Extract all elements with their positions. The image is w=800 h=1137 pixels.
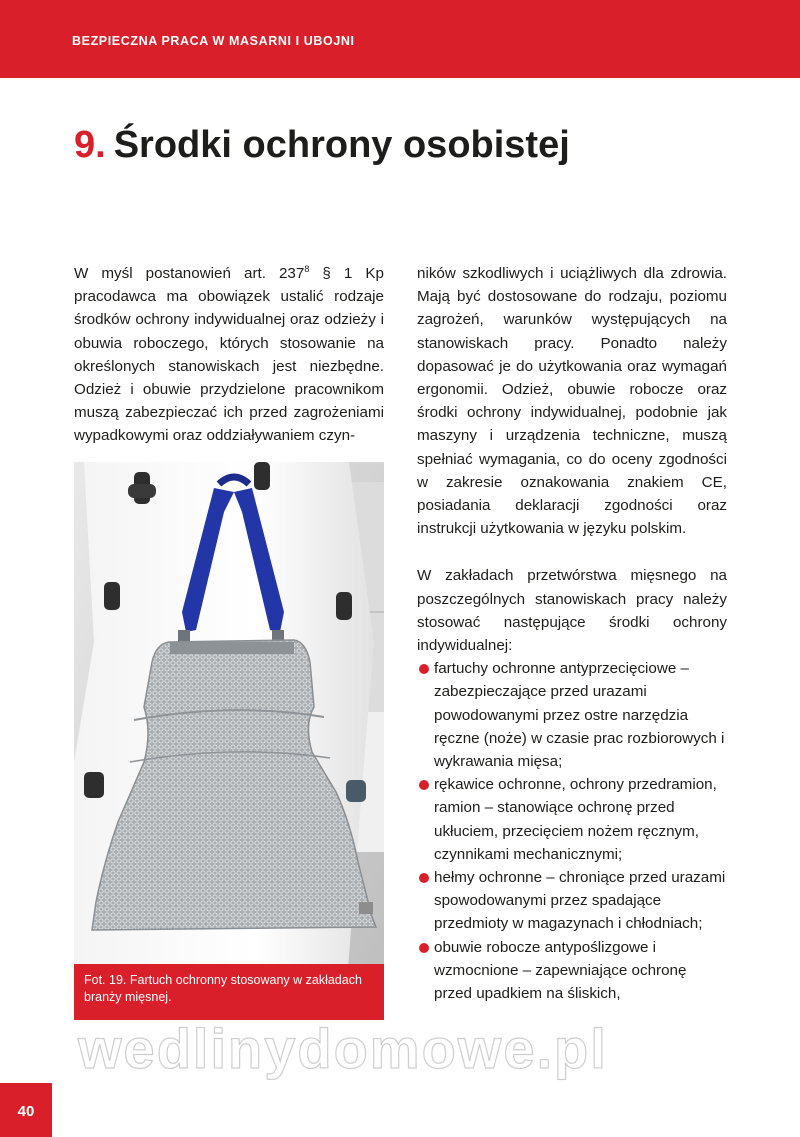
left-column: [74, 262, 384, 448]
figure-caption: Fot. 19. Fartuch ochronny stosowany w zakładach branży mięsnej.: [74, 964, 384, 1020]
list-item: rękawice ochronne, ochrony przedramion, ramion – stanowiące ochronę przed ukłuciem, przecięciem nożem ręcznym, czynnikami mechanicznymi;: [417, 773, 727, 866]
chapter-title: [74, 124, 570, 167]
intro-paragraph: [74, 262, 384, 448]
running-header-title: BEZPIECZNA PRACA W MASARNI I UBOJNI: [72, 34, 355, 48]
figure-photo: [74, 462, 384, 1020]
list-item: hełmy ochronne – chroniące przed urazami spowodowanymi przez spadające przedmioty w magazynach i chłodniach;: [417, 866, 727, 936]
paragraph-gap: [417, 540, 727, 564]
chainmail-apron-photo-icon: [74, 462, 384, 1020]
list-item: fartuchy ochronne antyprzecięciowe – zabezpieczające przed urazami powodowanymi przez ostre narzędzia ręczne (noże) w czasie prac rozbiorowych i wykrawania mięsa;: [417, 657, 727, 773]
right-paragraph-2: W zakładach przetwórstwa mięsnego na poszczególnych stanowiskach pracy należy stosować następujące środki ochrony indywidualnej:: [417, 567, 727, 655]
intro-text-rest: § 1 Kp pracodawca ma obowiązek ustalić rodzaje środków ochrony indywidualnej oraz odzieży i obuwia roboczego, których stosowanie na określonych stanowiskach jest niezbędne. Odzież i obuwie przydzielone pracownikom muszą zabezpieczać ich przed zagrożeniami wypadkowymi oraz oddziaływaniem czyn-: [74, 265, 384, 445]
watermark: wedlinydomowe.pl: [78, 1017, 608, 1080]
running-header: [0, 0, 800, 78]
list-item: obuwie robocze antypoślizgowe i wzmocnione – zapewniające ochronę przed upadkiem na śliskich,: [417, 936, 727, 1006]
page-number: 40: [17, 1103, 35, 1120]
intro-text-start: W myśl postanowień art. 237: [74, 265, 305, 282]
chapter-number: 9.: [74, 124, 106, 166]
right-column: [417, 262, 727, 1005]
right-paragraph-1: ników szkodliwych i uciążliwych dla zdrowia. Mają być dostosowane do rodzaju, poziomu zagrożeń, warunków występujących na stanowiskach pracy. Ponadto należy dopasować je do użytkowania oraz wymagań ergonomii. Odzież, obuwie robocze oraz środki ochrony indywidualnej, podobnie jak maszyny i urządzenia techniczne, muszą spełniać wymagania, co do oceny zgodności w zakresie oznakowania znakiem CE, posiadania deklaracji zgodności oraz instrukcji użytkowania w języku polskim.: [417, 265, 727, 538]
chapter-title-text: Środki ochrony osobistej: [113, 124, 570, 166]
article-superscript: 8: [304, 264, 310, 274]
page-number-box: [0, 1083, 52, 1137]
protection-list: [417, 657, 727, 1005]
